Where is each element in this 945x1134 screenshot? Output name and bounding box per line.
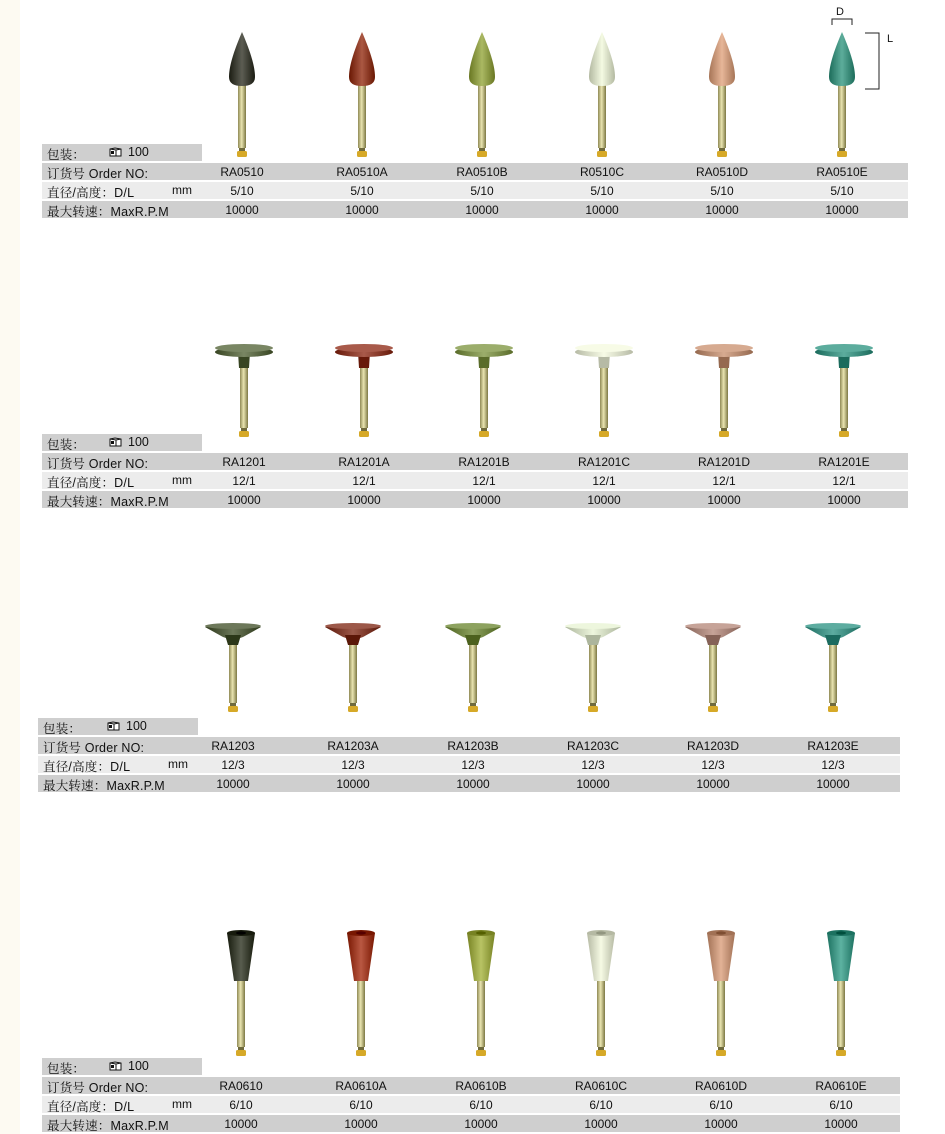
dimension-cell: 12/1: [712, 474, 736, 488]
tool-wheel-image: [574, 330, 634, 440]
polishing-tool: [451, 925, 511, 1059]
max-rpm-cell: 10000: [824, 1117, 858, 1131]
package-row: [42, 1058, 202, 1075]
max-rpm-cell: 10000: [825, 203, 859, 217]
dimension-cell: 6/10: [709, 1098, 733, 1112]
spec-table: [42, 1058, 900, 1132]
package-row: [42, 434, 202, 451]
order-no-row: [42, 1077, 900, 1094]
max-rpm-cell: 10000: [705, 203, 739, 217]
max-rpm-cell: 10000: [336, 777, 370, 791]
tool-taper-image: [211, 925, 271, 1059]
package-label: 包装：: [47, 148, 86, 162]
order-no-cell: RA0610E: [815, 1079, 867, 1093]
max-rpm-cell: 10000: [456, 777, 490, 791]
dimension-cell: 6/10: [469, 1098, 493, 1112]
polishing-tool: [211, 925, 271, 1059]
polishing-tool: [691, 925, 751, 1059]
max-rpm-cell: 10000: [584, 1117, 618, 1131]
tool-taper-image: [811, 925, 871, 1059]
tool-taper-image: [331, 925, 391, 1059]
tool-flame-image: [572, 30, 632, 160]
package-label: 包装：: [47, 1062, 86, 1076]
spec-table: [38, 718, 900, 792]
dimension-cell: 12/1: [832, 474, 856, 488]
max-rpm-row: [38, 775, 900, 792]
tool-cup-image: [203, 617, 263, 727]
order-no-cell: RA0610D: [694, 1079, 748, 1093]
polishing-tool: [692, 30, 752, 160]
max-rpm-cell: 10000: [345, 203, 379, 217]
max-rpm-cell: 10000: [465, 203, 499, 217]
tool-cup-image: [443, 617, 503, 727]
dimension-cell: 12/1: [592, 474, 616, 488]
unit-label: mm: [172, 1097, 192, 1111]
unit-label: mm: [172, 183, 192, 197]
order-no-label: 订货号 Order NO:: [47, 1081, 149, 1095]
package-quantity: 100: [128, 435, 149, 449]
tool-taper-image: [451, 925, 511, 1059]
dimension-cell: 6/10: [589, 1098, 613, 1112]
unit-label: mm: [172, 473, 192, 487]
max-rpm-cell: 10000: [585, 203, 619, 217]
polishing-tool: [574, 330, 634, 440]
order-no-cell: RA0510B: [456, 165, 508, 179]
dimension-label: 直径/高度：D/L: [47, 476, 135, 490]
unit-label: mm: [168, 757, 188, 771]
dimension-lines: [827, 15, 887, 95]
dimension-cell: 6/10: [829, 1098, 853, 1112]
dimension-cell: 12/3: [341, 758, 365, 772]
polishing-tool: [334, 330, 394, 440]
max-rpm-row: [42, 491, 908, 508]
tool-flame-image: [692, 30, 752, 160]
max-rpm-cell: 10000: [704, 1117, 738, 1131]
polishing-tool: [203, 617, 263, 727]
tool-cup-image: [563, 617, 623, 727]
dimension-cell: 12/3: [221, 758, 245, 772]
max-rpm-cell: 10000: [587, 493, 621, 507]
max-rpm-cell: 10000: [227, 493, 261, 507]
order-no-cell: RA1203D: [686, 739, 740, 753]
order-no-row: [42, 163, 908, 180]
tool-cup-image: [683, 617, 743, 727]
dimension-cell: 5/10: [350, 184, 374, 198]
tool-cup-image: [803, 617, 863, 727]
tool-cup-image: [323, 617, 383, 727]
dimension-d-label: D: [836, 6, 844, 18]
max-rpm-label: 最大转速：MaxR.P.M: [47, 495, 169, 509]
tool-wheel-image: [694, 330, 754, 440]
dimension-cell: 5/10: [470, 184, 494, 198]
polishing-tool: [331, 925, 391, 1059]
polishing-tool: [694, 330, 754, 440]
max-rpm-label: 最大转速：MaxR.P.M: [47, 1119, 169, 1133]
order-no-cell: RA1201A: [338, 455, 390, 469]
spec-table: [42, 144, 908, 218]
max-rpm-label: 最大转速：MaxR.P.M: [47, 205, 169, 219]
tool-flame-image: [452, 30, 512, 160]
dimension-cell: 12/3: [701, 758, 725, 772]
max-rpm-cell: 10000: [464, 1117, 498, 1131]
order-no-cell: RA1201B: [458, 455, 510, 469]
polishing-tool: [563, 617, 623, 727]
polishing-tool: [803, 617, 863, 727]
max-rpm-cell: 10000: [467, 493, 501, 507]
package-quantity: 100: [128, 145, 149, 159]
package-box-icon: [107, 721, 120, 731]
tool-wheel-image: [214, 330, 274, 440]
order-no-cell: RA0510E: [816, 165, 868, 179]
package-quantity: 100: [128, 1059, 149, 1073]
tool-taper-image: [571, 925, 631, 1059]
order-no-cell: RA0610C: [574, 1079, 628, 1093]
max-rpm-cell: 10000: [576, 777, 610, 791]
max-rpm-row: [42, 1115, 900, 1132]
dimension-cell: 6/10: [229, 1098, 253, 1112]
tool-flame-image: [212, 30, 272, 160]
polishing-tool: [212, 30, 272, 160]
page-left-margin: [0, 0, 20, 1134]
dimension-cell: 12/3: [821, 758, 845, 772]
order-no-cell: RA1201: [222, 455, 266, 469]
order-no-cell: RA1201C: [577, 455, 631, 469]
polishing-tool: [814, 330, 874, 440]
max-rpm-label: 最大转速：MaxR.P.M: [43, 779, 165, 793]
dimension-cell: 12/1: [472, 474, 496, 488]
order-no-cell: RA1203: [211, 739, 255, 753]
order-no-cell: RA1201E: [818, 455, 870, 469]
polishing-tool: [323, 617, 383, 727]
polishing-tool: [571, 925, 631, 1059]
dimension-cell: 5/10: [590, 184, 614, 198]
max-rpm-cell: 10000: [224, 1117, 258, 1131]
max-rpm-cell: 10000: [344, 1117, 378, 1131]
order-no-cell: RA1203B: [447, 739, 499, 753]
order-no-label: 订货号 Order NO:: [43, 741, 145, 755]
tool-flame-image: [332, 30, 392, 160]
dimension-row: [38, 756, 900, 773]
package-label: 包装：: [47, 438, 86, 452]
polishing-tool: [452, 30, 512, 160]
dimension-l-label: L: [887, 33, 894, 45]
dimension-row: [42, 182, 908, 199]
polishing-tool: [683, 617, 743, 727]
dimension-cell: 5/10: [710, 184, 734, 198]
spec-table: [42, 434, 908, 508]
dimension-cell: 5/10: [830, 184, 854, 198]
dimension-cell: 12/1: [232, 474, 256, 488]
tool-wheel-image: [454, 330, 514, 440]
package-row: [42, 144, 202, 161]
order-no-cell: RA1203C: [566, 739, 620, 753]
order-no-cell: RA0610: [219, 1079, 263, 1093]
dimension-row: [42, 472, 908, 489]
max-rpm-cell: 10000: [347, 493, 381, 507]
order-no-cell: RA0610A: [335, 1079, 387, 1093]
tool-wheel-image: [814, 330, 874, 440]
order-no-cell: RA1203E: [807, 739, 859, 753]
dimension-cell: 12/3: [461, 758, 485, 772]
dimension-cell: 12/3: [581, 758, 605, 772]
max-rpm-row: [42, 201, 908, 218]
max-rpm-cell: 10000: [216, 777, 250, 791]
tool-taper-image: [691, 925, 751, 1059]
polishing-tool: [572, 30, 632, 160]
package-label: 包装：: [43, 722, 82, 736]
order-no-cell: RA0610B: [455, 1079, 507, 1093]
order-no-cell: RA0510A: [336, 165, 388, 179]
package-row: [38, 718, 198, 735]
dimension-cell: 6/10: [349, 1098, 373, 1112]
polishing-tool: [443, 617, 503, 727]
dimension-cell: 5/10: [230, 184, 254, 198]
dimension-label: 直径/高度：D/L: [47, 186, 135, 200]
order-no-cell: R0510C: [579, 165, 625, 179]
max-rpm-cell: 10000: [696, 777, 730, 791]
polishing-tool: [332, 30, 392, 160]
tool-wheel-image: [334, 330, 394, 440]
order-no-label: 订货号 Order NO:: [47, 167, 149, 181]
max-rpm-cell: 10000: [816, 777, 850, 791]
polishing-tool: [811, 925, 871, 1059]
dimension-cell: 12/1: [352, 474, 376, 488]
polishing-tool: [214, 330, 274, 440]
dimension-label: 直径/高度：D/L: [47, 1100, 135, 1114]
dimension-label: 直径/高度：D/L: [43, 760, 131, 774]
max-rpm-cell: 10000: [707, 493, 741, 507]
max-rpm-cell: 10000: [225, 203, 259, 217]
polishing-tool: [454, 330, 514, 440]
package-box-icon: [109, 437, 122, 447]
package-box-icon: [109, 147, 122, 157]
max-rpm-cell: 10000: [827, 493, 861, 507]
package-quantity: 100: [126, 719, 147, 733]
order-no-cell: RA0510: [220, 165, 264, 179]
order-no-row: [42, 453, 908, 470]
order-no-cell: RA0510D: [695, 165, 749, 179]
order-no-label: 订货号 Order NO:: [47, 457, 149, 471]
order-no-row: [38, 737, 900, 754]
dimension-row: [42, 1096, 900, 1113]
package-box-icon: [109, 1061, 122, 1071]
order-no-cell: RA1201D: [697, 455, 751, 469]
order-no-cell: RA1203A: [327, 739, 379, 753]
